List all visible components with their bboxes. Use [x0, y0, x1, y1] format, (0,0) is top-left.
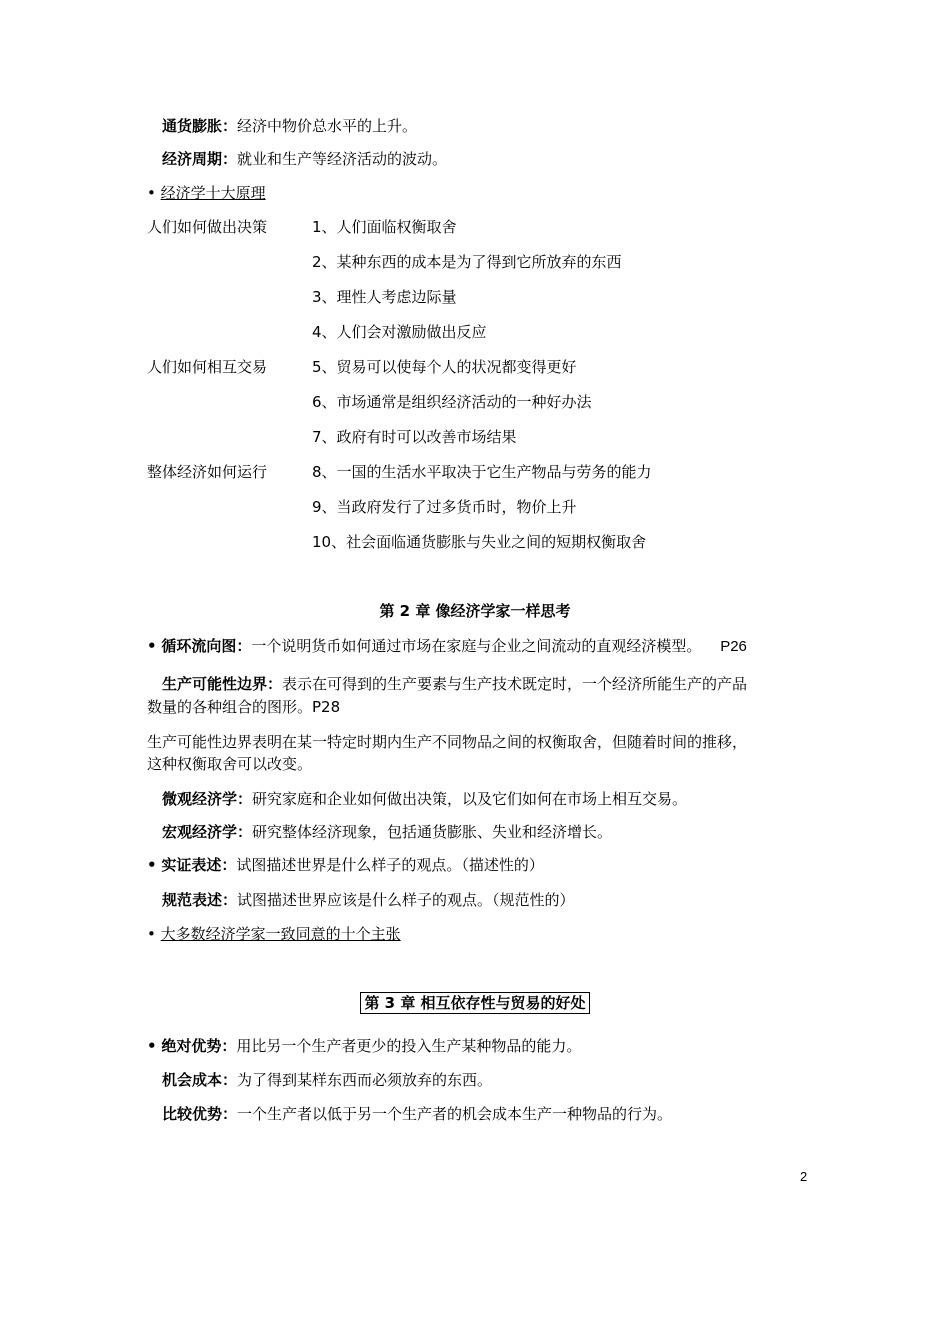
definition-text: 为了得到某样东西而必须放弃的东西。: [237, 1071, 493, 1089]
ppf-note-line1: 生产可能性边界表明在某一特定时期内生产不同物品之间的权衡取舍，但随着时间的推移，: [147, 733, 748, 751]
principle-item: 2、某种东西的成本是为了得到它所放弃的东西: [312, 253, 622, 271]
definition-comparative-advantage: [162, 1104, 672, 1124]
term: 经济周期：: [162, 150, 238, 168]
term: 规范表述：: [162, 891, 238, 909]
principle-item: 6、市场通常是组织经济活动的一种好办法: [312, 393, 592, 411]
definition-microeconomics: [162, 789, 687, 809]
definition-text: 用比另一个生产者更少的投入生产某种物品的能力。: [236, 1037, 582, 1055]
ppf-note-line2: 这种权衡取舍可以改变。: [147, 755, 313, 773]
term: 机会成本：: [162, 1071, 238, 1089]
ten-propositions-link[interactable]: 大多数经济学家一致同意的十个主张: [160, 925, 401, 943]
bullet: •: [147, 1037, 157, 1055]
definition-macroeconomics: [162, 822, 612, 842]
ten-principles-heading: [147, 183, 266, 203]
group-label: 整体经济如何运行: [147, 463, 268, 481]
ten-principles-link[interactable]: 经济学十大原理: [160, 184, 266, 202]
definition-opportunity-cost: [162, 1070, 492, 1090]
definition-text: 一个生产者以低于另一个生产者的机会成本生产一种物品的行为。: [237, 1105, 673, 1123]
group-label: 人们如何相互交易: [147, 358, 268, 376]
principle-item: 10、社会面临通货膨胀与失业之间的短期权衡取舍: [312, 533, 647, 551]
principle-item: 4、人们会对激励做出反应: [312, 323, 487, 341]
term: 生产可能性边界：: [162, 675, 283, 693]
term: 宏观经济学：: [162, 823, 253, 841]
bullet: •: [147, 925, 156, 943]
definition-ppf-continued: 数量的各种组合的图形。P28: [147, 698, 341, 716]
term: 比较优势：: [162, 1105, 238, 1123]
bullet: •: [147, 637, 157, 655]
principle-item: 3、理性人考虑边际量: [312, 288, 457, 306]
definition-text: 表示在可得到的生产要素与生产技术既定时，一个经济所能生产的产品: [282, 675, 748, 693]
definition-inflation: [162, 116, 417, 136]
definition-text: 研究整体经济现象，包括通货膨胀、失业和经济增长。: [252, 823, 613, 841]
principle-item: 9、当政府发行了过多货币时，物价上升: [312, 498, 577, 516]
definition-text: 试图描述世界是什么样子的观点。（描述性的）: [236, 856, 544, 874]
ten-propositions-heading: [147, 924, 401, 944]
term: 循环流向图：: [161, 637, 252, 655]
page-number: 2: [800, 1169, 808, 1184]
principle-item: 5、贸易可以使每个人的状况都变得更好: [312, 358, 577, 376]
definition-positive-statement: [147, 855, 544, 875]
principle-item: 1、人们面临权衡取舍: [312, 218, 457, 236]
definition-circular-flow: [147, 636, 747, 657]
definition-normative-statement: [162, 890, 575, 910]
definition-business-cycle: [162, 149, 447, 169]
term: 通货膨胀：: [162, 117, 238, 135]
principle-item: 8、一国的生活水平取决于它生产物品与劳务的能力: [312, 463, 652, 481]
definition-text: 研究家庭和企业如何做出决策，以及它们如何在市场上相互交易。: [252, 790, 688, 808]
term: 绝对优势：: [161, 1037, 237, 1055]
principle-item: 7、政府有时可以改善市场结果: [312, 428, 517, 446]
bullet: •: [147, 856, 157, 874]
bullet: •: [147, 184, 156, 202]
definition-text: 就业和生产等经济活动的波动。: [237, 150, 448, 168]
definition-text: 经济中物价总水平的上升。: [237, 117, 418, 135]
definition-ppf: [162, 674, 747, 694]
page-reference: P26: [720, 638, 747, 655]
term: 微观经济学：: [162, 790, 253, 808]
chapter-3-title: 第 3 章 相互依存性与贸易的好处: [360, 992, 589, 1014]
group-label: 人们如何做出决策: [147, 218, 268, 236]
term: 实证表述：: [161, 856, 237, 874]
definition-text: 一个说明货币如何通过市场在家庭与企业之间流动的直观经济模型。: [251, 637, 702, 655]
definition-text: 试图描述世界应该是什么样子的观点。（规范性的）: [237, 891, 575, 909]
chapter-2-title: 第 2 章 像经济学家一样思考: [379, 602, 571, 620]
definition-absolute-advantage: [147, 1036, 581, 1056]
chapter-3-title-wrapper: [0, 993, 950, 1013]
